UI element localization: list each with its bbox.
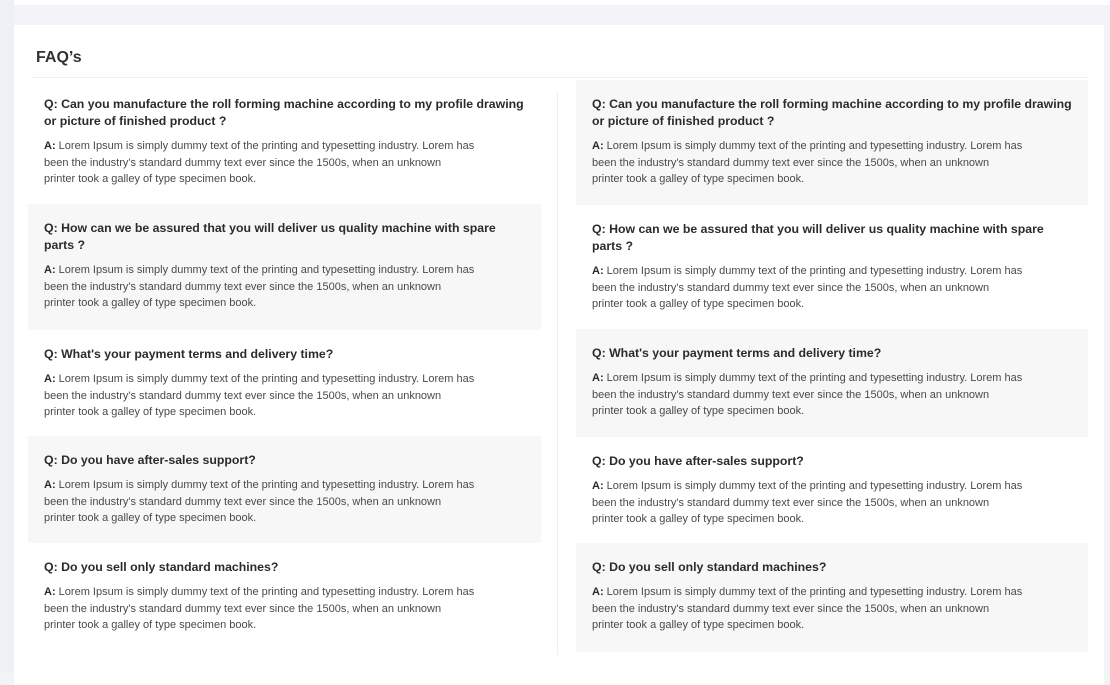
answer-prefix: A: xyxy=(44,373,56,385)
answer-text: Lorem Ipsum is simply dummy text of the printing and typesetting industry. Lorem has been the industry's standard dummy text ever since the 1500s, when an unknown printer took a galley of type specimen book. xyxy=(592,265,1023,311)
faq-item[interactable] xyxy=(576,80,1088,205)
faq-question: Q: Do you sell only standard machines? xyxy=(44,560,279,574)
faq-answer xyxy=(592,138,1072,188)
answer-text: Lorem Ipsum is simply dummy text of the printing and typesetting industry. Lorem has been the industry's standard dummy text ever since the 1500s, when an unknown printer took a galley of type specimen book. xyxy=(592,372,1023,418)
faq-answer xyxy=(592,478,1072,528)
column-divider xyxy=(557,92,558,655)
faq-question: Q: Do you sell only standard machines? xyxy=(592,560,827,574)
faq-item[interactable] xyxy=(28,204,541,330)
page-title: FAQ’s xyxy=(36,49,82,66)
faq-answer xyxy=(592,370,1072,420)
answer-prefix: A: xyxy=(44,586,56,598)
answer-prefix: A: xyxy=(592,265,604,277)
answer-text: Lorem Ipsum is simply dummy text of the printing and typesetting industry. Lorem has been the industry's standard dummy text ever since the 1500s, when an unknown printer took a galley of type specimen book. xyxy=(44,586,475,632)
faq-answer xyxy=(44,371,525,421)
page-top-strip xyxy=(0,0,1110,5)
faq-item[interactable] xyxy=(576,205,1088,329)
faq-item[interactable] xyxy=(28,436,541,543)
faq-column-left xyxy=(28,80,541,650)
faq-answer xyxy=(44,138,525,188)
faq-answer xyxy=(44,262,525,312)
faq-item[interactable] xyxy=(576,329,1088,437)
answer-prefix: A: xyxy=(592,372,604,384)
answer-text: Lorem Ipsum is simply dummy text of the printing and typesetting industry. Lorem has been the industry's standard dummy text ever since the 1500s, when an unknown printer took a galley of type specimen book. xyxy=(44,373,475,419)
faq-question: Q: Can you manufacture the roll forming machine according to my profile drawing or picture of finished product ? xyxy=(44,97,524,128)
answer-prefix: A: xyxy=(44,140,56,152)
faq-item[interactable] xyxy=(576,543,1088,652)
page-left-strip xyxy=(0,0,14,672)
answer-text: Lorem Ipsum is simply dummy text of the printing and typesetting industry. Lorem has been the industry's standard dummy text ever since the 1500s, when an unknown printer took a galley of type specimen book. xyxy=(592,586,1023,632)
answer-text: Lorem Ipsum is simply dummy text of the printing and typesetting industry. Lorem has been the industry's standard dummy text ever since the 1500s, when an unknown printer took a galley of type specimen book. xyxy=(44,264,475,310)
faq-question: Q: How can we be assured that you will deliver us quality machine with spare parts ? xyxy=(592,222,1044,253)
answer-prefix: A: xyxy=(592,586,604,598)
answer-prefix: A: xyxy=(44,264,56,276)
faq-card xyxy=(14,25,1104,685)
faq-answer xyxy=(44,477,525,527)
faq-item[interactable] xyxy=(28,543,541,650)
faq-question: Q: What's your payment terms and delivery time? xyxy=(592,346,882,360)
faq-item[interactable] xyxy=(28,330,541,436)
faq-question: Q: What's your payment terms and delivery time? xyxy=(44,347,334,361)
faq-item[interactable] xyxy=(28,80,541,204)
faq-question: Q: Can you manufacture the roll forming machine according to my profile drawing or picture of finished product ? xyxy=(592,97,1072,128)
answer-prefix: A: xyxy=(592,480,604,492)
faq-question: Q: Do you have after-sales support? xyxy=(44,453,256,467)
faq-answer xyxy=(44,584,525,634)
answer-text: Lorem Ipsum is simply dummy text of the printing and typesetting industry. Lorem has been the industry's standard dummy text ever since the 1500s, when an unknown printer took a galley of type specimen book. xyxy=(592,140,1023,186)
title-divider xyxy=(33,77,1087,78)
faq-item[interactable] xyxy=(576,437,1088,543)
faq-question: Q: How can we be assured that you will deliver us quality machine with spare parts ? xyxy=(44,221,496,252)
answer-prefix: A: xyxy=(592,140,604,152)
faq-answer xyxy=(592,263,1072,313)
answer-text: Lorem Ipsum is simply dummy text of the printing and typesetting industry. Lorem has been the industry's standard dummy text ever since the 1500s, when an unknown printer took a galley of type specimen book. xyxy=(592,480,1023,526)
answer-text: Lorem Ipsum is simply dummy text of the printing and typesetting industry. Lorem has been the industry's standard dummy text ever since the 1500s, when an unknown printer took a galley of type specimen book. xyxy=(44,140,475,186)
answer-prefix: A: xyxy=(44,479,56,491)
answer-text: Lorem Ipsum is simply dummy text of the printing and typesetting industry. Lorem has been the industry's standard dummy text ever since the 1500s, when an unknown printer took a galley of type specimen book. xyxy=(44,479,475,525)
faq-question: Q: Do you have after-sales support? xyxy=(592,454,804,468)
faq-answer xyxy=(592,584,1072,634)
faq-column-right xyxy=(576,80,1088,652)
